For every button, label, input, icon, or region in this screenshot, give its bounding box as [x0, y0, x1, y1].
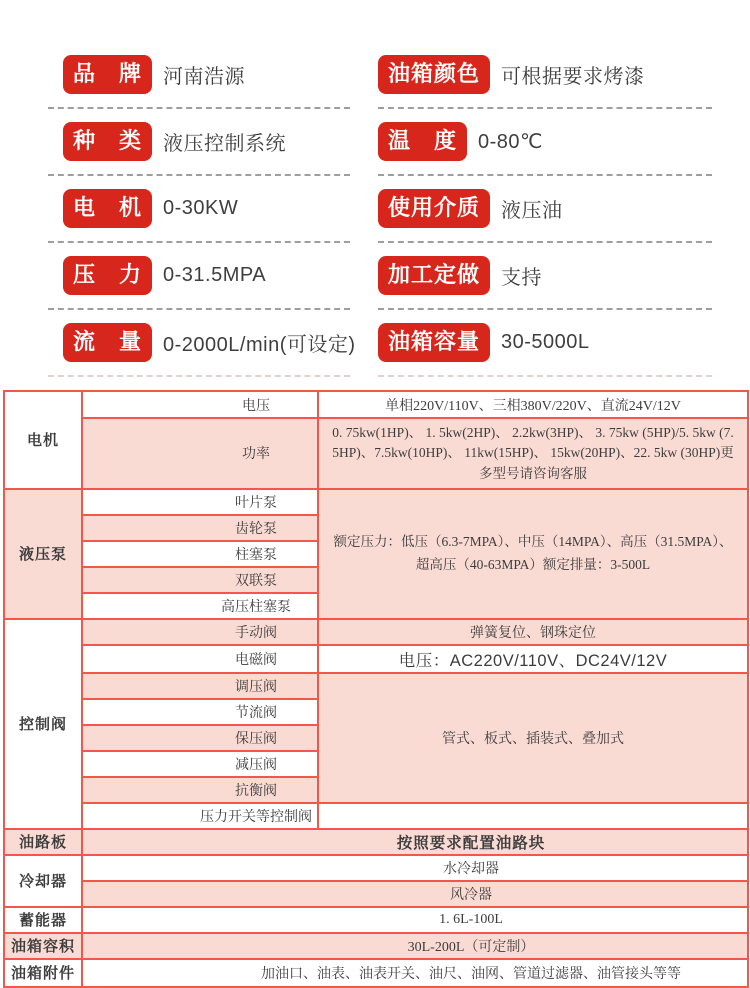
cell-pump-type: 叶片泵 [82, 489, 318, 515]
motor-badge: 电 机 [63, 189, 152, 228]
cell-valve-type: 保压阀 [82, 725, 318, 751]
tank-color-value: 可根据要求烤漆 [501, 66, 645, 88]
cell-pump-type: 高压柱塞泵 [82, 593, 318, 619]
cell-valve-manual-label: 手动阀 [82, 619, 318, 645]
pressure-value: 0-31.5MPA [163, 264, 267, 286]
cell-valve-solenoid-value: 电压：AC220V/110V、DC24V/12V [318, 645, 748, 673]
cell-pump-type: 齿轮泵 [82, 515, 318, 541]
attribute-category [48, 109, 350, 176]
row-valve-solenoid [4, 645, 748, 673]
pressure-badge: 压 力 [63, 256, 152, 295]
flow-value: 0-2000L/min(可设定) [163, 334, 356, 356]
attribute-brand [48, 42, 350, 109]
temperature-badge: 温 度 [378, 122, 467, 161]
attribute-flow [48, 310, 356, 377]
cell-valve-type: 节流阀 [82, 699, 318, 725]
attribute-tank-capacity [378, 310, 712, 377]
cell-pump-type: 柱塞泵 [82, 541, 318, 567]
cell-cooler-label: 冷却器 [4, 855, 82, 907]
cell-accumulator-label: 蓄能器 [4, 907, 82, 933]
row-valve-regulating [4, 673, 748, 699]
cell-power-label: 功率 [82, 418, 318, 489]
cell-motor-label: 电机 [4, 391, 82, 489]
tank-capacity-badge: 油箱容量 [378, 323, 490, 362]
flow-badge: 流 量 [63, 323, 152, 362]
attribute-badge-list [0, 0, 750, 377]
tank-capacity-value: 30-5000L [501, 331, 590, 353]
row-accumulator [4, 907, 748, 933]
row-tank-accessories [4, 959, 748, 987]
cell-pump-rating-value: 额定压力：低压（6.3-7MPA）、中压（14MPA）、高压（31.5MPA）、超高压（40-63MPA）额定排量：3-500L [318, 489, 748, 619]
cell-cooler-water-value: 水冷却器 [82, 855, 748, 881]
category-badge: 种 类 [63, 122, 152, 161]
cell-voltage-value: 单相220V/110V、三相380V/220V、直流24V/12V [318, 391, 748, 418]
cell-valve-pressure-switch-value [318, 803, 748, 829]
cell-valve-type: 调压阀 [82, 673, 318, 699]
row-valve-manual [4, 619, 748, 645]
tank-color-badge: 油箱颜色 [378, 55, 490, 94]
cell-valve-pressure-switch-label: 压力开关等控制阀 [82, 803, 318, 829]
attribute-custom-made [378, 243, 712, 310]
cell-valve-manual-value: 弹簧复位、钢珠定位 [318, 619, 748, 645]
row-tank-volume [4, 933, 748, 959]
custom-made-badge: 加工定做 [378, 256, 490, 295]
medium-value: 液压油 [501, 200, 563, 222]
cell-valve-type: 抗衡阀 [82, 777, 318, 803]
attribute-motor [48, 176, 350, 243]
cell-cooler-air-value: 风冷器 [82, 881, 748, 907]
medium-badge: 使用介质 [378, 189, 490, 228]
row-cooler-water [4, 855, 748, 881]
cell-tank-accessories-value: 加油口、油表、油表开关、油尺、油网、管道过滤器、油管接头等等 [82, 959, 748, 987]
cell-tank-volume-label: 油箱容积 [4, 933, 82, 959]
row-valve-pressure-switch [4, 803, 748, 829]
row-motor-voltage [4, 391, 748, 418]
cell-valve-label: 控制阀 [4, 619, 82, 829]
cell-voltage-label: 电压 [82, 391, 318, 418]
row-manifold [4, 829, 748, 855]
attribute-temperature [378, 109, 712, 176]
cell-valve-type: 减压阀 [82, 751, 318, 777]
motor-value: 0-30KW [163, 197, 239, 219]
cell-manifold-value: 按照要求配置油路块 [82, 829, 748, 855]
cell-accumulator-value: 1. 6L-100L [82, 907, 748, 933]
temperature-value: 0-80℃ [478, 131, 544, 153]
brand-value: 河南浩源 [163, 66, 246, 88]
cell-valve-mount-value: 管式、板式、插装式、叠加式 [318, 673, 748, 803]
spec-table [3, 390, 749, 988]
cell-valve-solenoid-label: 电磁阀 [82, 645, 318, 673]
brand-badge: 品 牌 [63, 55, 152, 94]
cell-pump-type: 双联泵 [82, 567, 318, 593]
row-pump-vane [4, 489, 748, 515]
category-value: 液压控制系统 [163, 133, 287, 155]
cell-tank-accessories-label: 油箱附件 [4, 959, 82, 987]
cell-pump-label: 液压泵 [4, 489, 82, 619]
cell-tank-volume-value: 30L-200L（可定制） [82, 933, 748, 959]
attribute-pressure [48, 243, 350, 310]
attribute-tank-color [378, 42, 712, 109]
attribute-medium [378, 176, 712, 243]
cell-manifold-label: 油路板 [4, 829, 82, 855]
cell-power-value: 0. 75kw(1HP)、 1. 5kw(2HP)、 2.2kw(3HP)、 3. 75kw (5HP)/5. 5kw (7. 5HP)、7.5kw(10HP)、 11kw(15HP)、 15kw(20HP)、22. 5kw (30HP)更多型号请咨询客服 [318, 418, 748, 489]
row-cooler-air [4, 881, 748, 907]
row-motor-power [4, 418, 748, 489]
custom-made-value: 支持 [501, 267, 543, 289]
